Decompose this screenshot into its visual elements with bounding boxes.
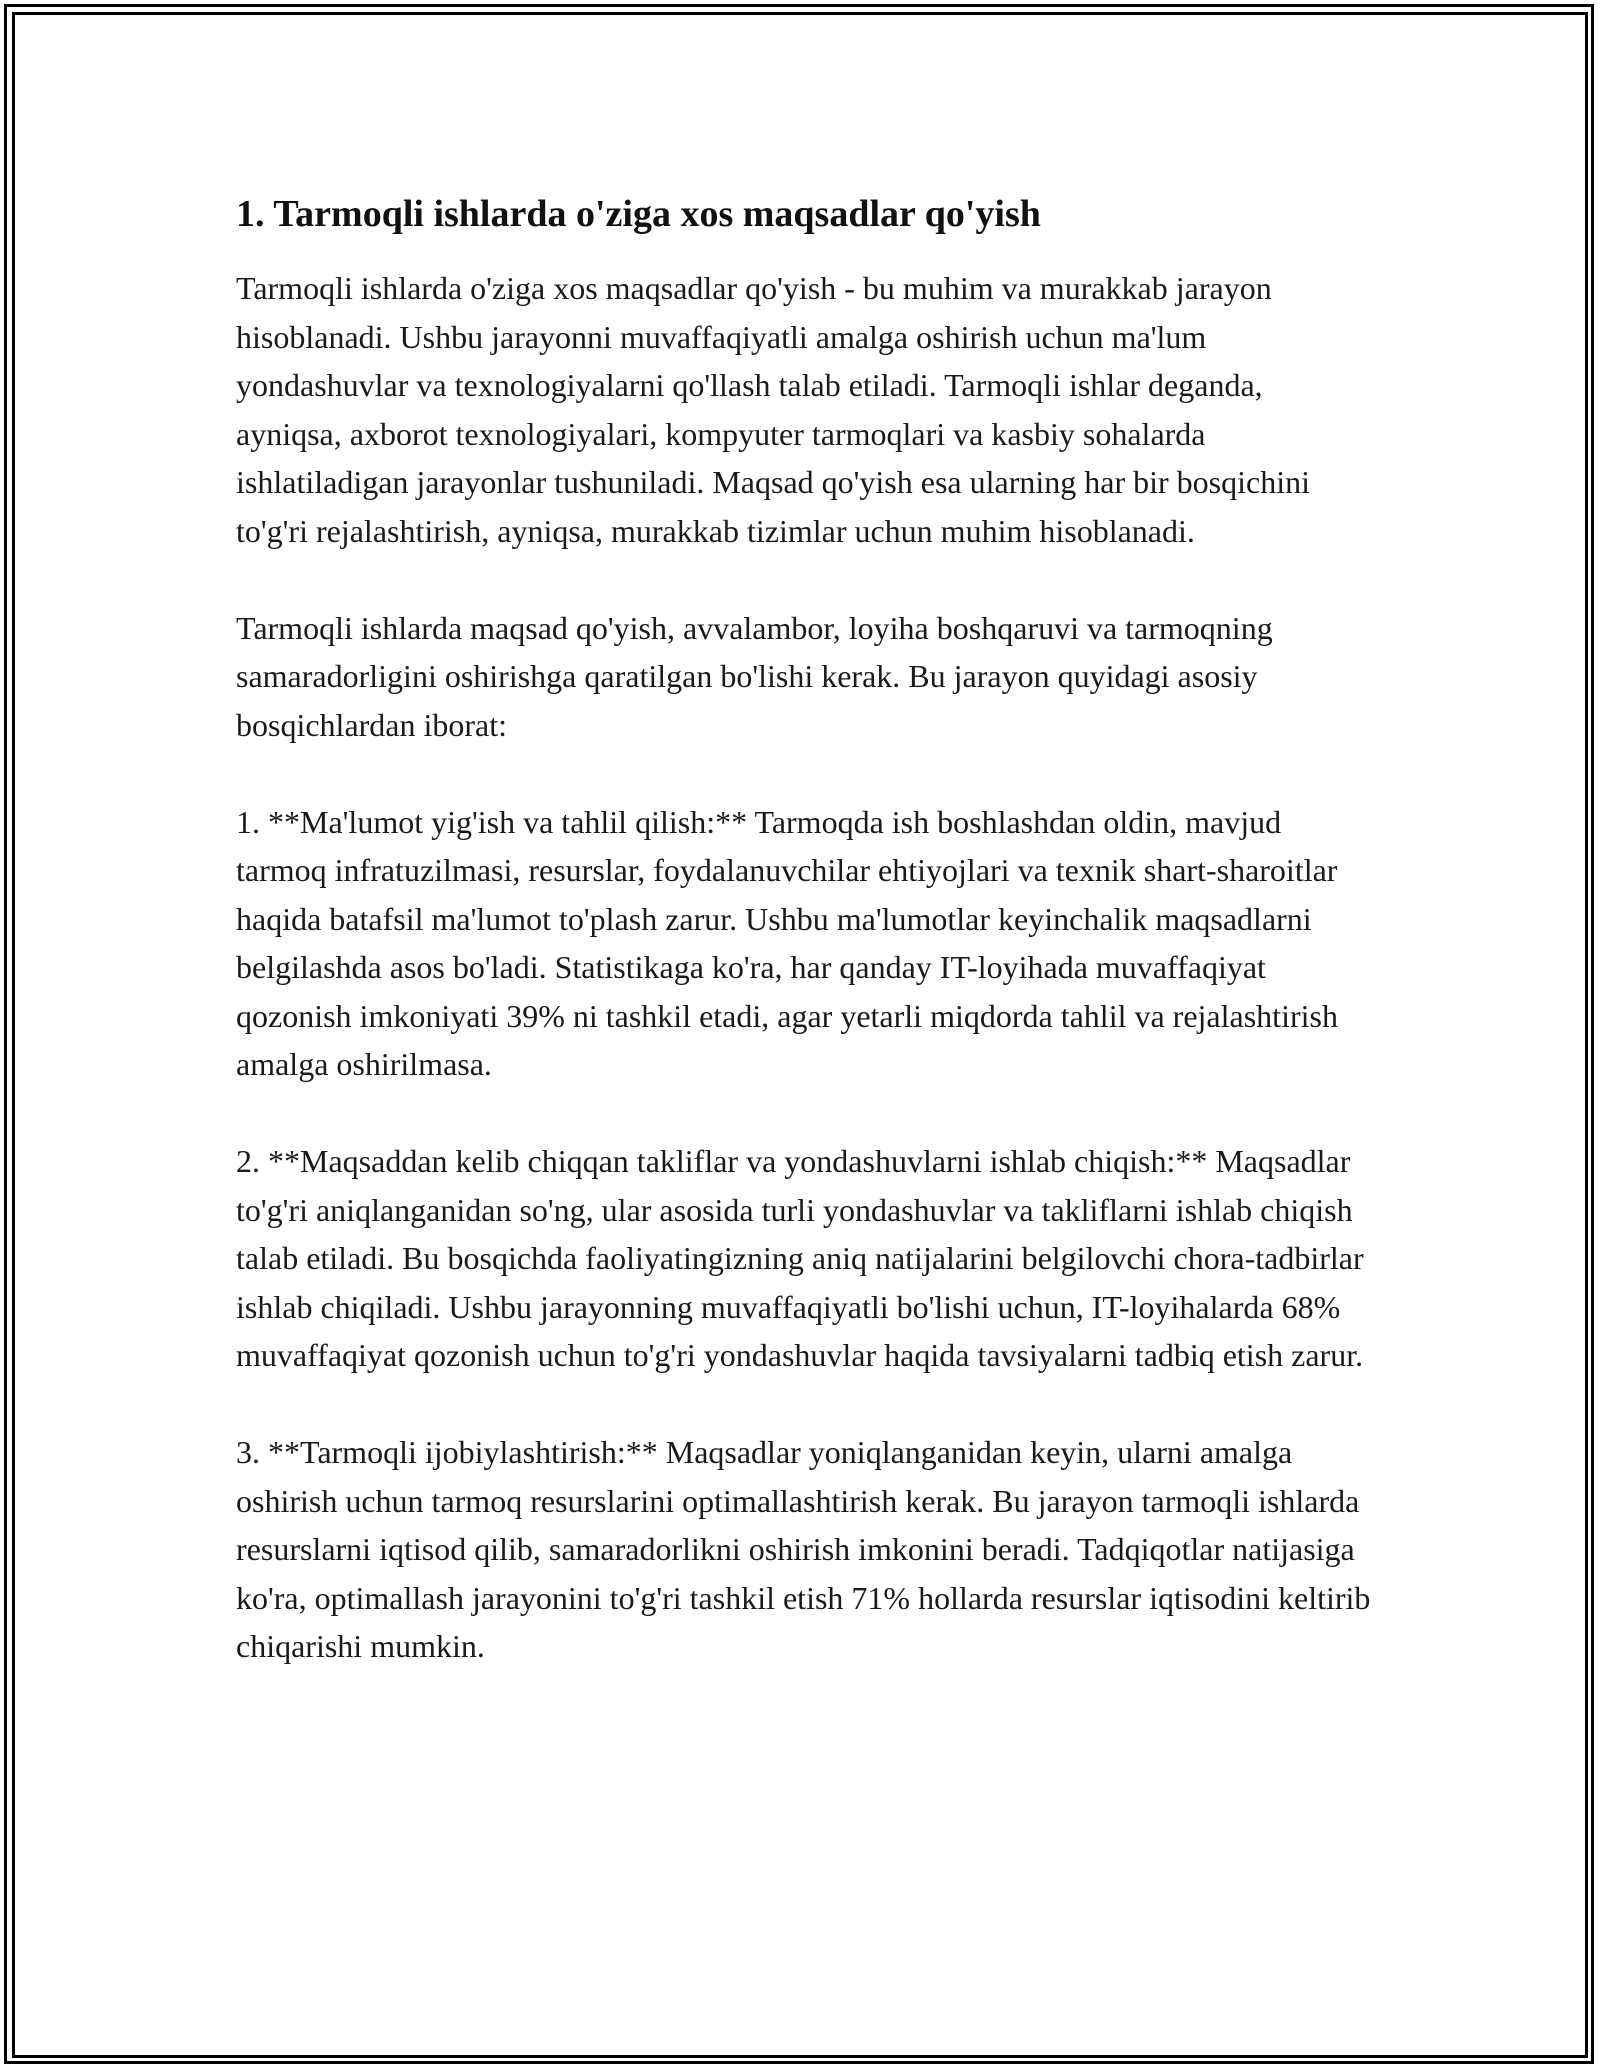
document-body [236,188,1376,1671]
paragraph-intro: Tarmoqli ishlarda o'ziga xos maqsadlar qo'yish - bu muhim va murakkab jarayon hisoblanadi. Ushbu jarayonni muvaffaqiyatli amalga oshirish uchun ma'lum yondashuvlar va texnologiyalarni qo'llash talab etiladi. Tarmoqli ishlar deganda, ayniqsa, axborot texnologiyalari, kompyuter tarmoqlari va kasbiy sohalarda ishlatiladigan jarayonlar tushuniladi. Maqsad qo'yish esa ularning har bir bosqichini to'g'ri rejalashtirish, ayniqsa, murakkab tizimlar uchun muhim hisoblanadi. [236,270,1310,549]
list-item-step-1: 1. **Ma'lumot yig'ish va tahlil qilish:** Tarmoqda ish boshlashdan oldin, mavjud tarmoq infratuzilmasi, resurslar, foydalanuvchilar ehtiyojlari va texnik shart-sharoitlar haqida batafsil ma'lumot to'plash zarur. Ushbu ma'lumotlar keyinchalik maqsadlarni belgilashda asos bo'ladi. Statistikaga ko'ra, har qanday IT-loyihada muvaffaqiyat qozonish imkoniyati 39% ni tashkil etadi, agar yetarli miqdorda tahlil va rejalashtirish amalga oshirilmasa. [236,803,1338,1082]
section-title: 1. Tarmoqli ishlarda o'ziga xos maqsadlar qo'yish [236,193,1041,235]
list-item-step-2: 2. **Maqsaddan kelib chiqqan takliflar va yondashuvlarni ishlab chiqish:** Maqsadlar to'g'ri aniqlanganidan so'ng, ular asosida turli yondashuvlar va takliflarni ishlab chiqish talab etiladi. Bu bosqichda faoliyatingizning aniq natijalarini belgilovchi chora-tadbirlar ishlab chiqiladi. Ushbu jarayonning muvaffaqiyatli bo'lishi uchun, IT-loyihalarda 68% muvaffaqiyat qozonish uchun to'g'ri yondashuvlar haqida tavsiyalarni tadbiq etish zarur. [236,1143,1364,1373]
paragraph-overview: Tarmoqli ishlarda maqsad qo'yish, avvalambor, loyiha boshqaruvi va tarmoqning samaradorligini oshirishga qaratilgan bo'lishi kerak. Bu jarayon quyidagi asosiy bosqichlardan iborat: [236,609,1273,743]
list-item-step-3: 3. **Tarmoqli ijobiylashtirish:** Maqsadlar yoniqlanganidan keyin, ularni amalga oshirish uchun tarmoq resurslarini optimallashtirish kerak. Bu jarayon tarmoqli ishlarda resurslarni iqtisod qilib, samaradorlikni oshirish imkonini beradi. Tadqiqotlar natijasiga ko'ra, optimallash jarayonini to'g'ri tashkil etish 71% hollarda resurslar iqtisodini keltirib chiqarishi mumkin. [236,1434,1371,1664]
